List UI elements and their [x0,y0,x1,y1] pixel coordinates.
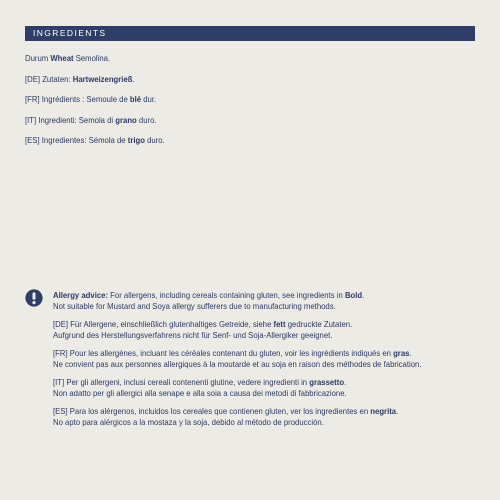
ingredients-header [25,26,475,41]
ingredient-text: . [132,73,135,84]
ingredient-line-it [25,115,430,125]
allergy-text: [ES] Para los alérgenos, incluidos los cereales que contienen gluten, ver los ingredientes en [53,406,371,416]
allergy-line: No apto para alérgicos a la mostaza y la soja, debido al método de producción. [53,416,324,427]
allergy-line: Ne convient pas aux personnes allergiques à la moutarde et au soja en raison des méthodes de fabrication. [53,358,422,369]
ingredient-text: Semolina. [73,53,111,63]
allergy-block-fr [53,348,483,369]
ingredients-title: INGREDIENTS [33,28,107,38]
ingredient-text: [ES] Ingredientes: Sémola de [25,135,128,145]
ingredient-line-en [25,53,430,63]
ingredient-text: duro. [144,135,165,145]
allergy-text: . [344,377,347,387]
allergy-line [53,348,440,359]
ingredient-text: dur. [141,94,157,104]
ingredients-list [25,53,475,156]
allergy-block-es [53,406,483,427]
ingredient-line-es [25,135,430,145]
allergy-text: . [396,406,399,416]
exclamation-alert-icon [25,289,43,307]
allergy-bold-word: Bold [344,290,363,300]
ingredient-text: Durum [25,53,51,63]
allergy-text: [DE] Für Allergene, einschließlich glutenhaltiges Getreide, siehe [53,319,274,329]
allergy-line: Non adatto per gli allergici alla senape e alla soia a causa dei metodi di fabbricazione. [53,387,347,398]
allergy-text: For allergens, including cereals containing gluten, see ingredients in [108,290,345,300]
ingredient-allergen: blé [129,94,142,104]
ingredient-allergen: grano [115,114,137,125]
allergy-bold-word: grassetto [309,377,345,387]
allergy-text: gedruckte Zutaten. [285,319,353,329]
allergy-line [53,319,440,330]
allergy-bold-word: gras [393,348,410,358]
allergy-bold-word: negrita [370,406,397,416]
allergy-line: Not suitable for Mustard and Soya allergy sufferers due to manufacturing methods. [53,300,336,311]
allergy-line: Aufgrund des Herstellungsverfahrens nicht für Senf- und Soja-Allergiker geeignet. [53,329,333,340]
ingredient-allergen: Hartweizengrieß [72,73,133,84]
allergy-text: [IT] Per gli allergeni, inclusi cereali contenenti glutine, vedere ingredienti in [53,377,310,387]
ingredient-line-de [25,74,430,84]
allergy-text: . [362,290,365,300]
allergy-text: [FR] Pour les allergènes, incluant les céréales contenant du gluten, voir les ingrédients indiqués en [53,348,394,358]
allergy-block-it [53,377,483,398]
allergy-lead: Allergy advice: [53,290,109,300]
ingredient-text: [DE] Zutaten: [25,73,73,84]
ingredient-line-fr [25,94,430,104]
ingredient-text: [IT] Ingredienti: Semola di [25,114,116,125]
ingredient-text: duro. [136,114,157,125]
allergy-block-en [53,290,483,311]
allergy-line [53,406,440,417]
allergy-bold-word: fett [273,319,286,329]
allergy-advice-text [53,290,483,435]
ingredient-text: [FR] Ingrédients : Semoule de [25,94,130,104]
allergy-text: . [409,348,412,358]
ingredient-allergen: trigo [127,135,145,145]
allergy-line [53,290,440,301]
allergy-block-de [53,319,483,340]
allergy-line [53,377,440,388]
ingredient-allergen: Wheat [50,53,74,63]
